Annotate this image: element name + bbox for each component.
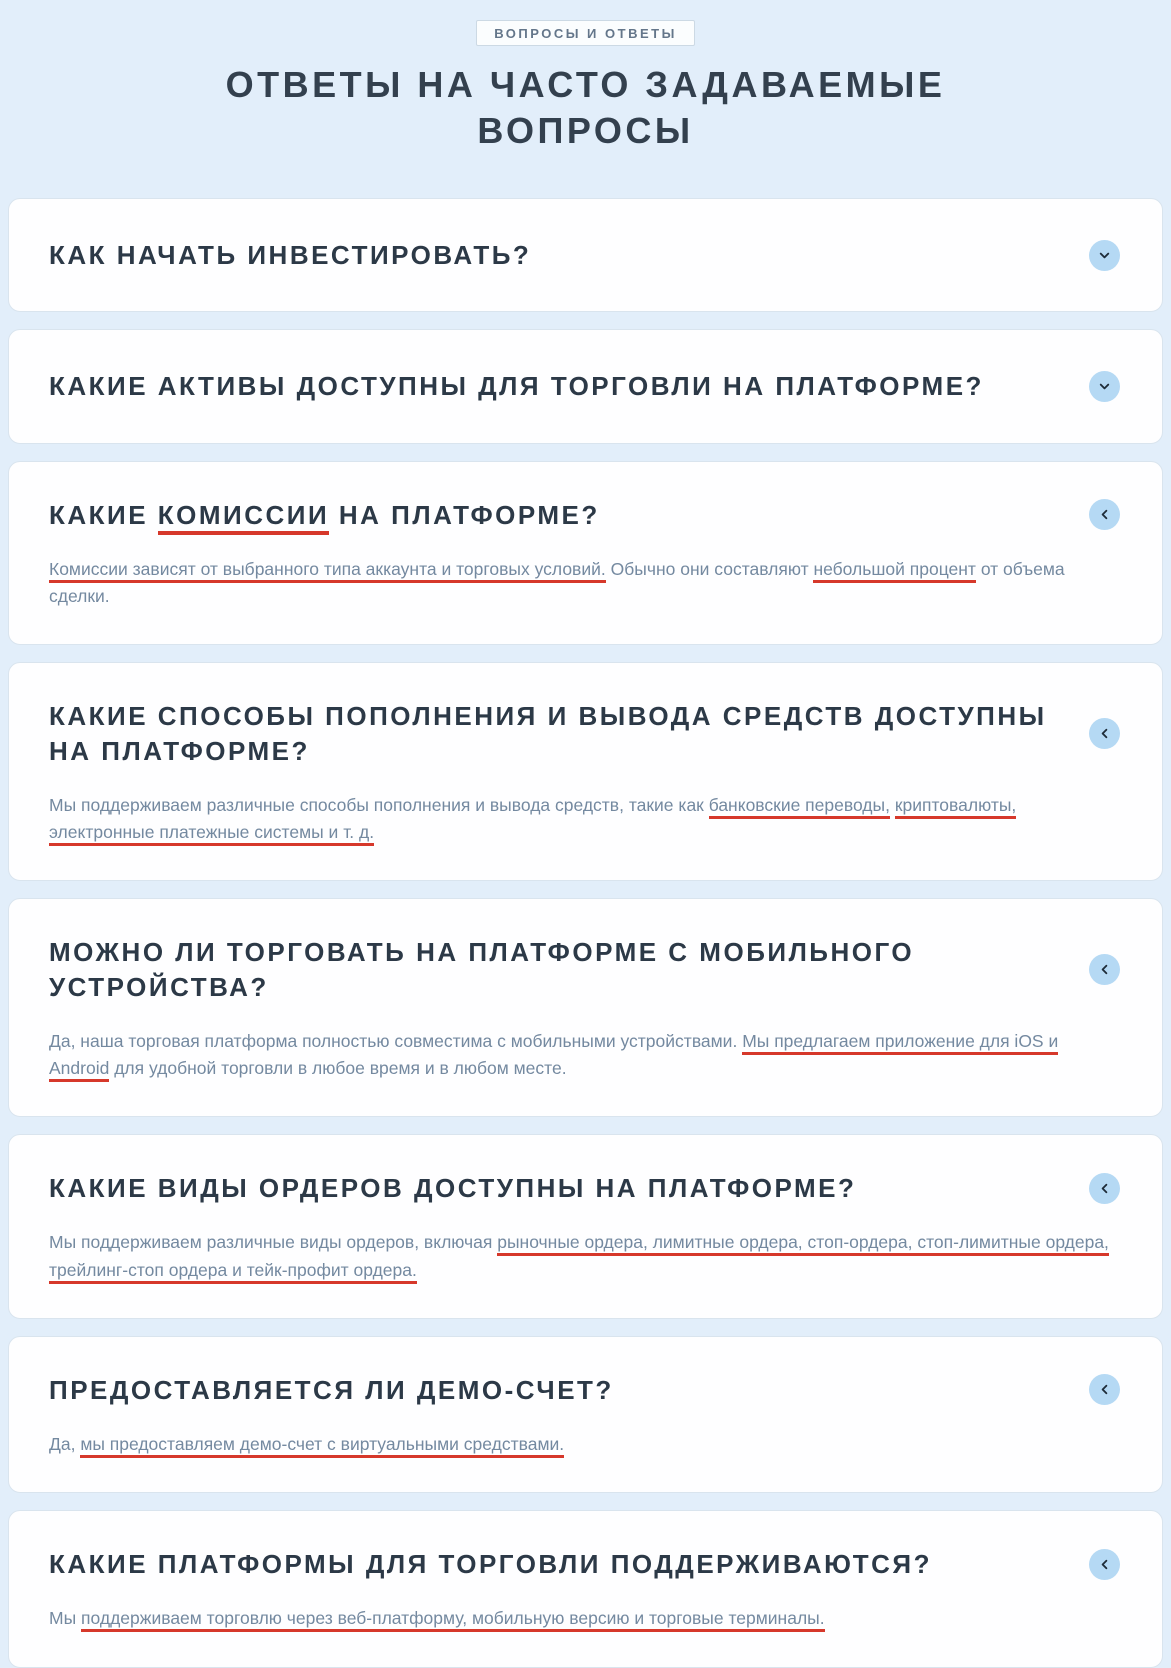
question-text: КАКИЕ ПЛАТФОРМЫ ДЛЯ ТОРГОВЛИ ПОДДЕРЖИВАЮТСЯ? (49, 1549, 932, 1580)
faq-item (8, 1134, 1163, 1319)
answer-text: Обычно они составляют (605, 559, 814, 580)
accordion-toggle-button[interactable] (1089, 499, 1120, 530)
answer-text-underlined: банковские переводы, (709, 795, 890, 819)
question-text: КАКИЕ (49, 499, 158, 530)
accordion-toggle-button[interactable] (1089, 371, 1120, 402)
faq-question-row[interactable] (49, 1547, 1120, 1581)
faq-item (8, 329, 1163, 443)
accordion-toggle-button[interactable] (1089, 954, 1120, 985)
faq-question (49, 935, 1065, 1004)
chevron-down-icon (1097, 248, 1112, 263)
chevron-left-icon (1097, 962, 1112, 977)
faq-question (49, 1547, 932, 1581)
answer-text-underlined: мы предоставляем демо-счет с виртуальными средствами. (80, 1434, 564, 1458)
answer-text-underlined: криптовалюты, (895, 795, 1016, 819)
faq-question-row[interactable] (49, 498, 1120, 532)
faq-answer (49, 1028, 1114, 1082)
faq-section-header (0, 0, 1171, 154)
section-badge: ВОПРОСЫ И ОТВЕТЫ (476, 20, 695, 46)
faq-answer (49, 1229, 1114, 1283)
faq-question (49, 369, 984, 403)
accordion-toggle-button[interactable] (1089, 1173, 1120, 1204)
faq-question (49, 699, 1065, 768)
chevron-left-icon (1097, 507, 1112, 522)
faq-answer (49, 556, 1114, 610)
faq-item (8, 898, 1163, 1117)
accordion-toggle-button[interactable] (1089, 240, 1120, 271)
faq-question-row[interactable] (49, 1373, 1120, 1407)
question-text-underlined: КОМИССИИ (158, 500, 329, 535)
faq-question (49, 1171, 856, 1205)
chevron-left-icon (1097, 1181, 1112, 1196)
faq-answer (49, 1431, 1114, 1458)
question-text: НА ПЛАТФОРМЕ? (329, 499, 600, 530)
answer-text-underlined: небольшой процент (813, 559, 976, 583)
answer-text-underlined: рыночные ордера, лимитные ордера, стоп-ордера, стоп-лимитные ордера, трейлинг-стоп ордера и тейк-профит ордера. (49, 1232, 1109, 1283)
faq-question-row[interactable] (49, 699, 1120, 768)
accordion-toggle-button[interactable] (1089, 718, 1120, 749)
answer-text: для удобной торговли в любое время и в любом месте. (109, 1057, 567, 1078)
accordion-toggle-button[interactable] (1089, 1374, 1120, 1405)
accordion-toggle-button[interactable] (1089, 1549, 1120, 1580)
question-text: ПРЕДОСТАВЛЯЕТСЯ ЛИ ДЕМО-СЧЕТ? (49, 1374, 614, 1405)
answer-text-underlined: электронные платежные системы и т. д. (49, 822, 374, 846)
page-title: ОТВЕТЫ НА ЧАСТО ЗАДАВАЕМЫЕ ВОПРОСЫ (225, 64, 946, 152)
question-text: КАКИЕ СПОСОБЫ ПОПОЛНЕНИЯ И ВЫВОДА СРЕДСТВ ДОСТУПНЫ НА ПЛАТФОРМЕ? (49, 701, 1047, 766)
faq-question-row[interactable] (49, 1171, 1120, 1205)
question-text: МОЖНО ЛИ ТОРГОВАТЬ НА ПЛАТФОРМЕ С МОБИЛЬНОГО УСТРОЙСТВА? (49, 937, 915, 1002)
faq-item (8, 198, 1163, 312)
question-text: КАКИЕ ВИДЫ ОРДЕРОВ ДОСТУПНЫ НА ПЛАТФОРМЕ? (49, 1173, 857, 1204)
question-text: КАК НАЧАТЬ ИНВЕСТИРОВАТЬ? (49, 240, 532, 271)
answer-text-underlined: Мы предлагаем приложение для iOS и Android (49, 1031, 1058, 1082)
answer-text: Мы поддерживаем различные виды ордеров, включая (49, 1232, 498, 1253)
faq-question (49, 1373, 614, 1407)
chevron-left-icon (1097, 1382, 1112, 1397)
chevron-left-icon (1097, 1557, 1112, 1572)
faq-item (8, 461, 1163, 646)
answer-text: Мы поддерживаем различные способы пополнения и вывода средств, такие как (49, 794, 709, 815)
faq-answer (49, 792, 1114, 846)
answer-text: Мы (49, 1608, 82, 1629)
faq-question (49, 498, 600, 532)
chevron-left-icon (1097, 726, 1112, 741)
faq-question-row[interactable] (49, 935, 1120, 1004)
chevron-down-icon (1097, 379, 1112, 394)
answer-text-underlined: поддерживаем торговлю через веб-платформу, мобильную версию и торговые терминалы. (81, 1608, 825, 1632)
faq-list (0, 198, 1171, 1667)
question-text: КАКИЕ АКТИВЫ ДОСТУПНЫ ДЛЯ ТОРГОВЛИ НА ПЛАТФОРМЕ? (49, 371, 984, 402)
faq-question (49, 238, 531, 272)
faq-item (8, 1336, 1163, 1493)
answer-text: от объема сделки. (49, 559, 1065, 607)
faq-question-row[interactable] (49, 238, 1120, 272)
faq-answer (49, 1605, 1114, 1632)
answer-text: Да, (49, 1433, 81, 1454)
answer-text-underlined: Комиссии зависят от выбранного типа аккаунта и торговых условий. (49, 559, 606, 583)
faq-item (8, 1510, 1163, 1667)
answer-text: Да, наша торговая платформа полностью совместима с мобильными устройствами. (49, 1030, 743, 1051)
faq-question-row[interactable] (49, 369, 1120, 403)
faq-item (8, 662, 1163, 881)
